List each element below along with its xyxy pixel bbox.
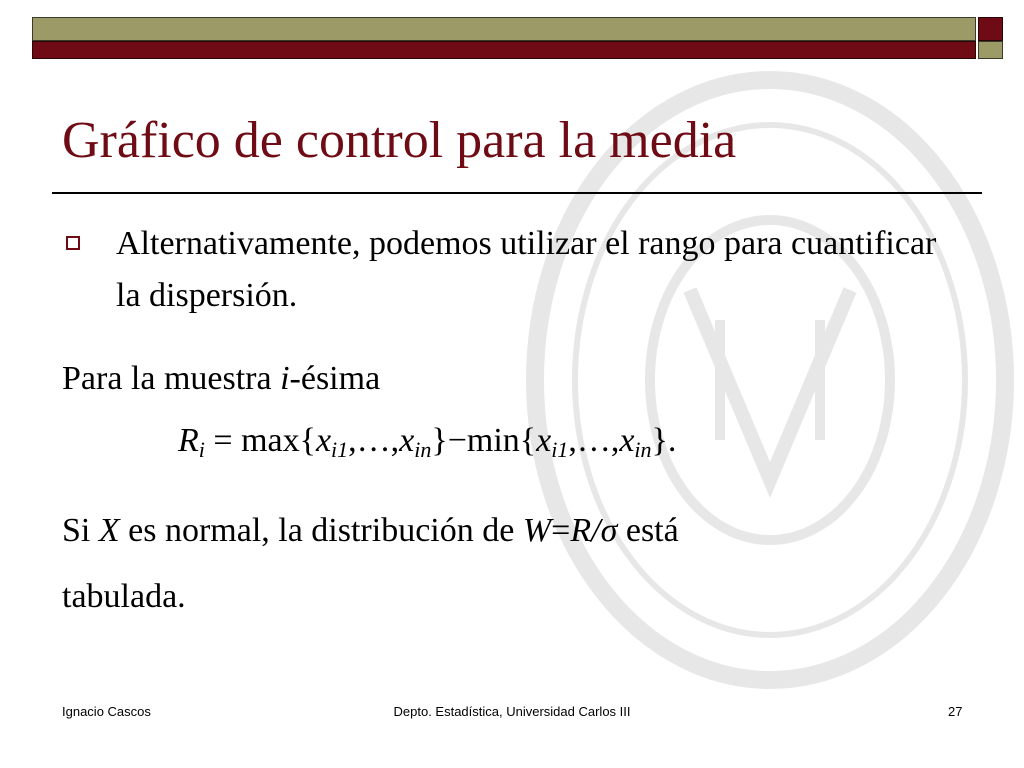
header-maroon-bar <box>32 41 976 59</box>
footer-department: Depto. Estadística, Universidad Carlos III <box>393 704 631 719</box>
bullet-text: Alternativamente, podemos utilizar el rango para cuantificar la dispersión. <box>116 225 937 314</box>
normal-eq: = <box>551 512 571 549</box>
formula-x2-sub: in <box>414 437 432 462</box>
sample-line <box>62 360 380 398</box>
range-formula <box>178 422 676 463</box>
normal-t2: es normal, la distribución de <box>119 512 523 549</box>
formula-minus-min: }−min{ <box>431 422 537 459</box>
normal-X: X <box>98 512 120 549</box>
formula-eq-max: = max{ <box>204 422 316 459</box>
square-bullet-icon <box>66 236 80 250</box>
sample-index-var: i <box>280 360 290 397</box>
formula-x4: x <box>619 422 635 459</box>
formula-x1-sub: i1 <box>331 437 349 462</box>
formula-mid2: ,…, <box>568 422 620 459</box>
sample-prefix: Para la muestra <box>62 360 281 397</box>
formula-lhs: R <box>178 422 199 459</box>
formula-x4-sub: in <box>634 437 652 462</box>
formula-mid1: ,…, <box>348 422 400 459</box>
formula-lhs-sub: i <box>198 437 205 462</box>
formula-end: }. <box>651 422 677 459</box>
sample-suffix: -ésima <box>289 360 381 397</box>
footer-page-number: 27 <box>948 704 963 719</box>
formula-x2: x <box>399 422 415 459</box>
normal-sigma: σ <box>600 512 618 549</box>
normal-line <box>62 512 679 550</box>
header-maroon-square <box>978 17 1003 41</box>
formula-x3-sub: i1 <box>551 437 569 462</box>
bullet-item <box>64 218 964 322</box>
footer-author: Ignacio Cascos <box>62 704 151 719</box>
formula-x3: x <box>536 422 552 459</box>
tabulated-line: tabulada. <box>62 578 186 615</box>
header-olive-bar <box>32 17 976 41</box>
normal-t1: Si <box>62 512 99 549</box>
formula-x1: x <box>315 422 332 459</box>
normal-R: R <box>570 512 592 549</box>
normal-slash: / <box>591 512 601 549</box>
page-title: Gráfico de control para la media <box>62 112 737 169</box>
title-divider <box>52 192 982 194</box>
normal-W: W <box>522 512 552 549</box>
header-olive-square <box>978 41 1003 59</box>
normal-t3: está <box>617 512 679 549</box>
